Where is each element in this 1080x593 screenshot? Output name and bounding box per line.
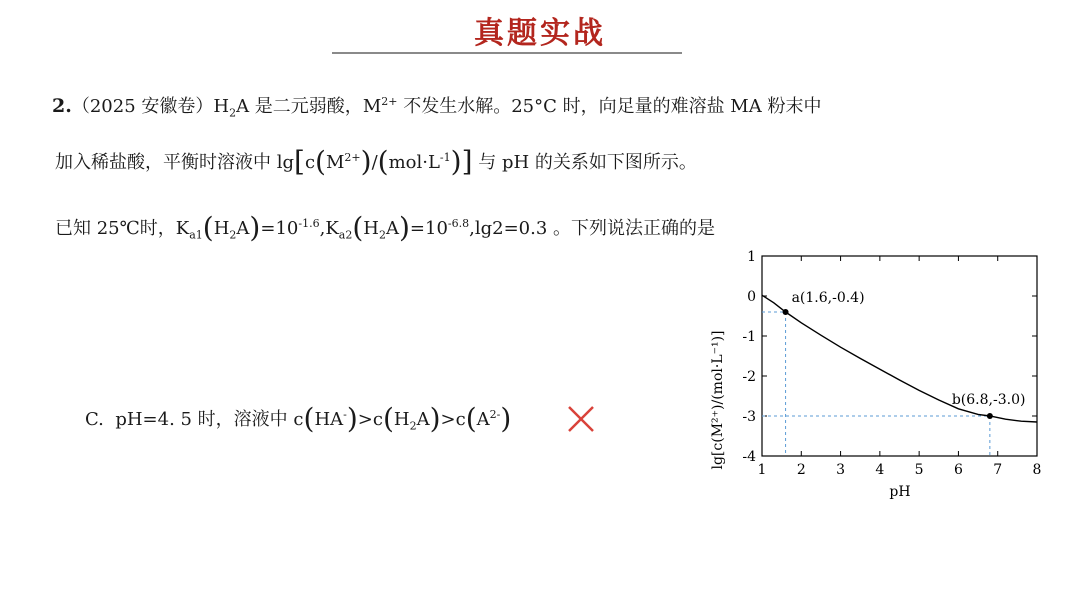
bracket: ( xyxy=(303,402,315,435)
option-label: C. xyxy=(85,409,104,430)
x-tick-label: 5 xyxy=(914,462,924,478)
text-segment: K xyxy=(175,218,190,239)
bracket: ( xyxy=(465,402,477,435)
text-segment: =10 xyxy=(260,218,299,239)
x-tick-label: 4 xyxy=(875,462,885,478)
y-tick-label: -2 xyxy=(742,369,756,385)
text-segment: H xyxy=(213,218,230,239)
question-number: 2. xyxy=(52,95,72,117)
subscript: 2 xyxy=(229,228,237,242)
superscript: - xyxy=(343,408,347,421)
cross-icon xyxy=(566,404,596,434)
bracket: [ xyxy=(294,145,305,178)
superscript: 2+ xyxy=(381,95,398,108)
text-segment: ,lg2=0.3 。下列说法正确的是 xyxy=(469,218,716,239)
bracket: ) xyxy=(346,402,358,435)
text-segment: A 是二元弱酸， xyxy=(236,96,363,117)
text-segment: A xyxy=(476,409,490,430)
x-tick-label: 8 xyxy=(1032,462,1042,478)
text-segment: H xyxy=(393,409,410,430)
bracket: ] xyxy=(461,145,473,178)
plot-frame xyxy=(762,256,1037,456)
question-source: （2025 安徽卷） xyxy=(71,96,214,117)
bracket: ) xyxy=(398,211,410,244)
point-label: a(1.6,-0.4) xyxy=(791,290,865,306)
y-tick-label: 1 xyxy=(747,249,756,265)
bracket: ) xyxy=(450,145,462,178)
subscript: 2 xyxy=(229,106,237,120)
y-tick-label: 0 xyxy=(747,289,756,305)
subscript: a2 xyxy=(338,228,353,242)
x-tick-label: 7 xyxy=(993,462,1003,478)
bracket: ) xyxy=(429,402,441,435)
y-axis-label: lg[c(M²⁺)/(mol·L⁻¹)] xyxy=(710,330,726,470)
y-tick-label: -4 xyxy=(742,449,756,465)
superscript: 2- xyxy=(489,408,501,421)
text-segment: mol·L xyxy=(388,152,440,173)
superscript: 2+ xyxy=(344,151,361,164)
title-divider xyxy=(332,52,682,54)
bracket: ( xyxy=(202,211,214,244)
y-tick-label: -3 xyxy=(742,409,756,425)
text-segment: H xyxy=(363,218,379,239)
text-segment: H xyxy=(213,96,230,117)
y-tick-label: -1 xyxy=(742,329,756,345)
x-tick-label: 2 xyxy=(796,462,806,478)
point-label: b(6.8,-3.0) xyxy=(951,392,1026,408)
chart xyxy=(700,246,1050,506)
text-segment: 与 pH 的关系如下图所示。 xyxy=(472,152,697,173)
x-axis-label: pH xyxy=(889,484,911,500)
question-line-3 xyxy=(55,211,716,244)
subscript: 2 xyxy=(409,419,417,433)
text-segment: =10 xyxy=(409,218,448,239)
text-segment: / xyxy=(371,152,378,173)
x-tick-label: 3 xyxy=(836,462,846,478)
subscript: 2 xyxy=(378,228,386,242)
subscript: a1 xyxy=(189,228,203,242)
text-segment: pH=4. 5 时，溶液中 c xyxy=(115,409,304,430)
bracket: ) xyxy=(360,145,372,178)
superscript: -1 xyxy=(439,151,451,164)
bracket: ( xyxy=(352,211,364,244)
data-point xyxy=(987,413,993,419)
text-segment: A xyxy=(236,218,250,239)
text-segment: 已知 25℃时， xyxy=(55,218,176,239)
bracket: ) xyxy=(249,211,261,244)
bracket: ) xyxy=(500,402,512,435)
text-segment: c xyxy=(304,152,316,173)
text-segment: A xyxy=(416,409,430,430)
text-segment: HA xyxy=(314,409,344,430)
text-segment: A xyxy=(385,218,399,239)
x-tick-label: 6 xyxy=(953,462,963,478)
text-segment: M xyxy=(362,96,382,117)
bracket: ( xyxy=(377,145,389,178)
superscript: -1.6 xyxy=(298,217,320,230)
text-segment: 不发生水解。25°C 时，向足量的难溶盐 MA 粉末中 xyxy=(397,96,822,117)
text-segment: >c xyxy=(357,409,383,430)
option-c[interactable] xyxy=(85,402,512,435)
text-segment: 加入稀盐酸，平衡时溶液中 lg xyxy=(55,152,294,173)
question-line-2 xyxy=(55,145,697,178)
question-line-1 xyxy=(52,92,821,120)
x-tick-label: 1 xyxy=(757,462,767,478)
text-segment: M xyxy=(325,152,345,173)
data-point xyxy=(783,309,789,315)
superscript: -6.8 xyxy=(447,217,470,230)
bracket: ( xyxy=(315,145,326,178)
text-segment: >c xyxy=(440,409,466,430)
text-segment: K xyxy=(325,218,339,239)
text-segment: , xyxy=(319,218,326,239)
page-title: 真题实战 xyxy=(474,16,606,51)
bracket: ( xyxy=(382,402,394,435)
